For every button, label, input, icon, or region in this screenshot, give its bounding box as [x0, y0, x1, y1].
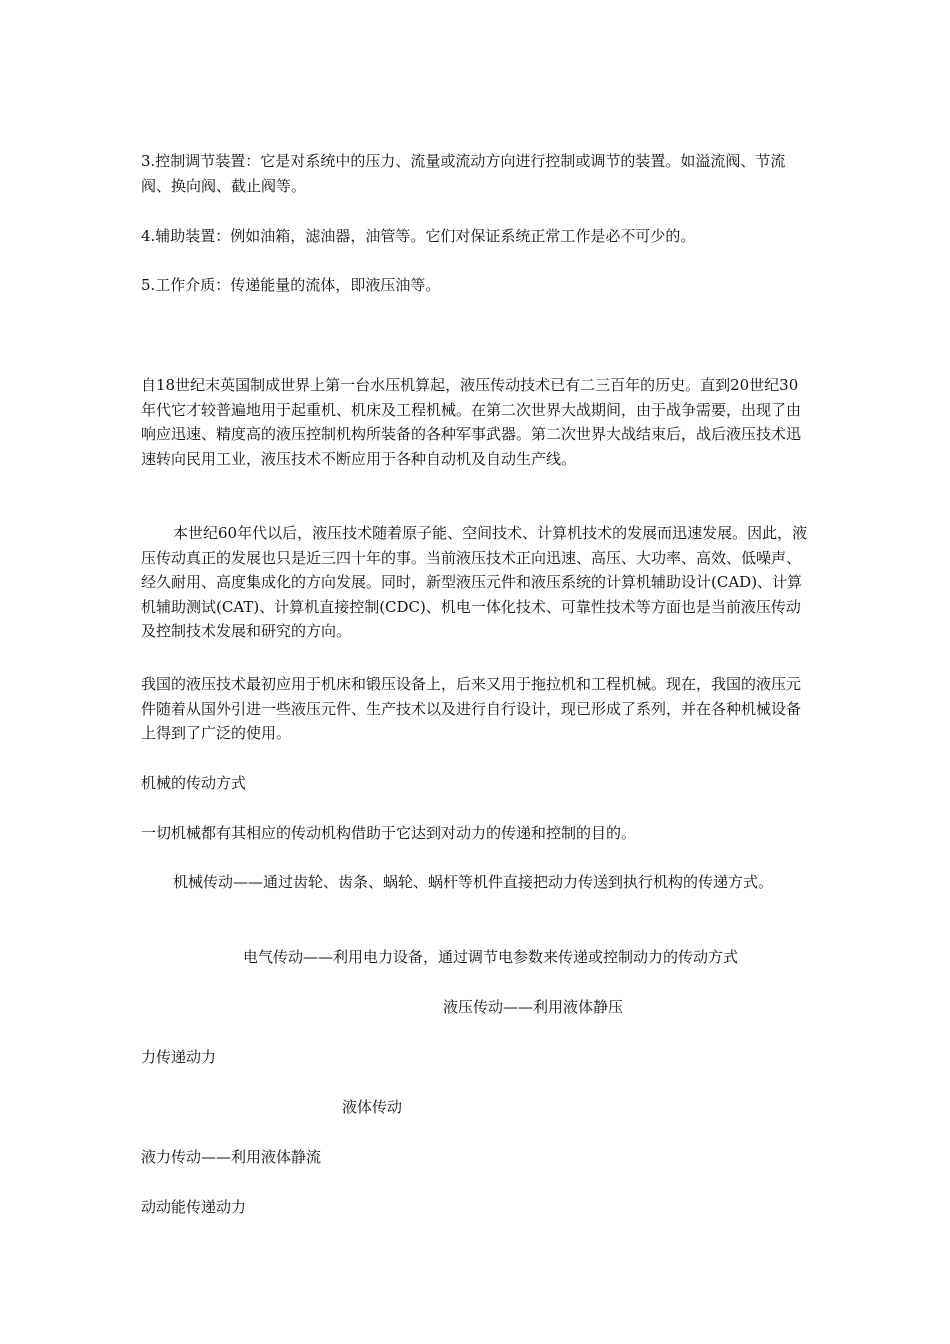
item-auxiliary-device: 4.辅助装置：例如油箱，滤油器，油管等。它们对保证系统正常工作是必不可少的。 [141, 227, 696, 245]
mechanical-transmission: 机械传动——通过齿轮、齿条、蜗轮、蜗杆等机件直接把动力传送到执行机构的传递方式。 [173, 873, 774, 891]
electrical-transmission: 电气传动——利用电力设备，通过调节电参数来传递或控制动力的传动方式 [243, 948, 739, 966]
hydrodynamic-transmission-line-1: 液力传动——利用液体静流 [141, 1148, 322, 1166]
transmission-heading: 机械的传动方式 [141, 774, 247, 792]
fluid-transmission-label: 液体传动 [342, 1098, 403, 1116]
history-paragraph-2: 本世纪60年代以后，液压技术随着原子能、空间技术、计算机技术的发展而迅速发展。因此，液压传动真正的发展也只是近三四十年的事。当前液压技术正向迅速、高压、大功率、高效、低噪声、经久耐用、高度集成化的方向发展。同时，新型液压元件和液压系统的计算机辅助设计(CAD)、计算机辅助测试(CAT)、计算机直接控制(CDC)、机电一体化技术、可靠性技术等方面也是当前液压传动及控制技术发展和研究的方向。 [141, 524, 808, 640]
history-paragraph-3: 我国的液压技术最初应用于机床和锻压设备上，后来又用于拖拉机和工程机械。现在，我国的液压元件随着从国外引进一些液压元件、生产技术以及进行自行设计，现已形成了系列，并在各种机械设备上得到了广泛的使用。 [141, 675, 802, 742]
history-paragraph-1: 自18世纪末英国制成世界上第一台水压机算起，液压传动技术已有二三百年的历史。直到20世纪30年代它才较普遍地用于起重机、机床及工程机械。在第二次世界大战期间，由于战争需要，出现了由响应迅速、精度高的液压控制机构所装备的各种军事武器。第二次世界大战结束后，战后液压技术迅速转向民用工业，液压技术不断应用于各种自动机及自动生产线。 [141, 376, 802, 468]
item-control-device: 3.控制调节装置：它是对系统中的压力、流量或流动方向进行控制或调节的装置。如溢流阀、节流阀、换向阀、截止阀等。 [141, 152, 786, 195]
hydraulic-transmission-line-1: 液压传动——利用液体静压 [443, 998, 624, 1016]
hydraulic-transmission-line-2: 力传递动力 [141, 1048, 217, 1066]
item-working-medium: 5.工作介质：传递能量的流体，即液压油等。 [141, 276, 441, 294]
hydrodynamic-transmission-line-2: 动动能传递动力 [141, 1198, 247, 1216]
transmission-intro: 一切机械都有其相应的传动机构借助于它达到对动力的传递和控制的目的。 [141, 824, 637, 842]
